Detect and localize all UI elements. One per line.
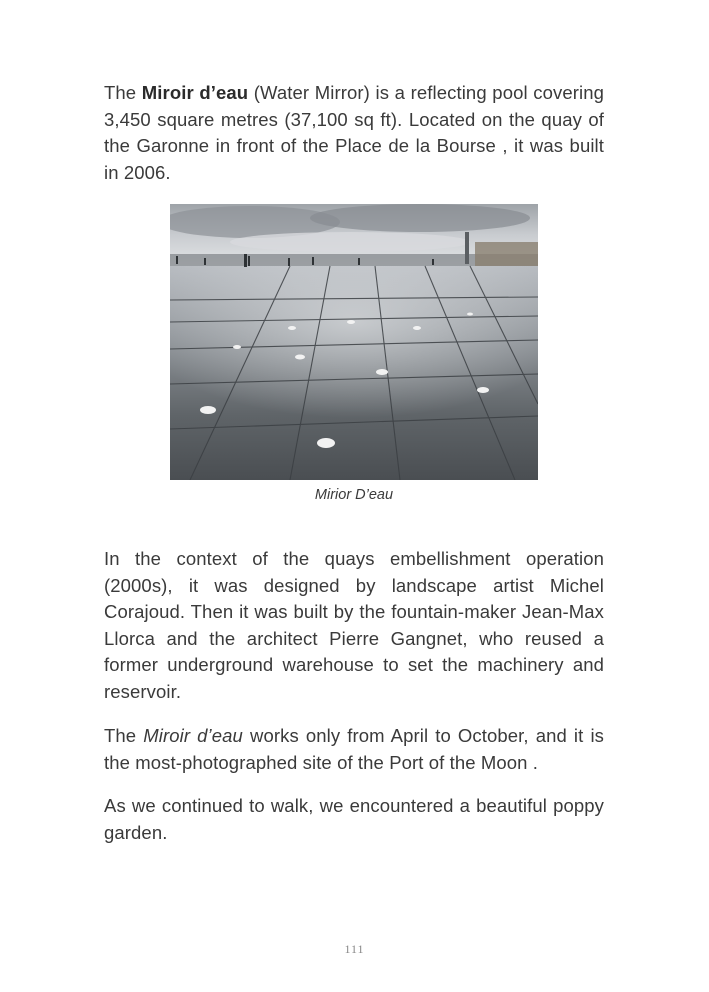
miroir-term: Miroir d’eau bbox=[141, 82, 249, 103]
intro-paragraph: The Miroir d’eau (Water Mirror) is a reflecting pool covering 3,450 square metres (37,100 sq ft). Located on the quay of the Garonne in front of the Place de la Bourse , it was built in 2006. bbox=[104, 82, 604, 183]
history-paragraph: In the context of the quays embellishment operation (2000s), it was designed by landscape artist Michel Corajoud. Then it was built by the fountain-maker Jean-Max Llorca and the architect Pierre Gangnet, who reused a former underground warehouse to set the machinery and reservoir. bbox=[104, 548, 604, 702]
season-paragraph: The Miroir d’eau works only from April to October, and it is the most-photographed site of the Port of the Moon . bbox=[104, 725, 604, 773]
miroir-deau-photo bbox=[170, 204, 538, 480]
page-number: 111 bbox=[344, 942, 365, 956]
photo-caption: Mirior D’eau bbox=[314, 487, 394, 503]
closing-paragraph: As we continued to walk, we encountered a beautiful poppy garden. bbox=[104, 795, 604, 843]
miroir-term-italic: Miroir d’eau bbox=[143, 725, 243, 746]
